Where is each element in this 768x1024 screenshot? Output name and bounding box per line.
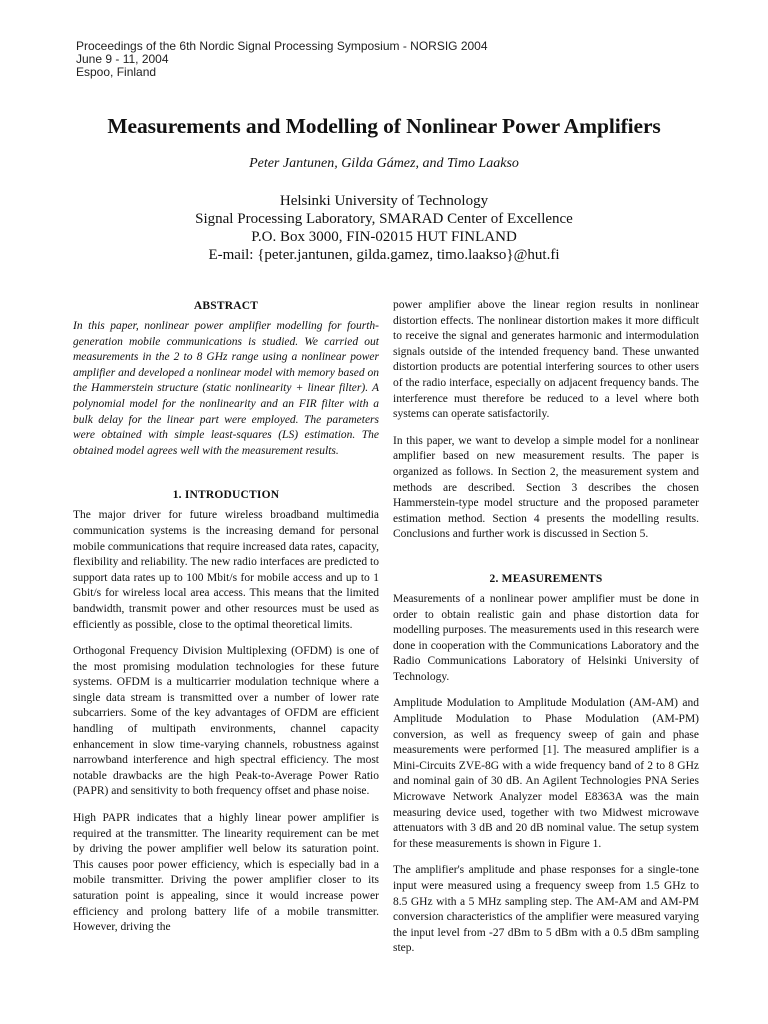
- intro-paragraph: Orthogonal Frequency Division Multiplexing (OFDM) is one of the most promising modulation technologies for these future systems. OFDM is a multicarrier modulation technique where a single data stream is transmitted over a number of lower rate subcarriers. Some of the key advantages of OFDM are efficient handling of multipath environments, channel capacity enhancement in slow time-varying channels, robustness against narrowband interference and high spectral efficiency. The most notable drawbacks are the high Peak-to-Average Power Ratio (PAPR) and sensitivity to both frequency offset and phase noise.: [73, 645, 379, 798]
- abstract-heading: ABSTRACT: [193, 300, 259, 312]
- proceedings-header: [76, 40, 488, 79]
- header-line-2: June 9 - 11, 2004: [76, 52, 169, 66]
- measurements-paragraph: Amplitude Modulation to Amplitude Modulation (AM-AM) and Amplitude Modulation to Phase Modulation (AM-PM) conversion, as well as frequency sweep of gain and phase measurements were performed [1]. The measured amplifier is a Mini-Circuits ZVE-8G with a wide frequency band of 2 to 8 GHz and nominal gain of 30 dB. An Agilent Technologies PNA Series Microwave Network Analyzer model E8363A was the main measuring device used, together with two Midwest microwave attenuators with 3 dB and 20 dB nominal value. The setup system for these measurements is shown in Figure 1.: [393, 697, 699, 850]
- header-line-1: Proceedings of the 6th Nordic Signal Processing Symposium - NORSIG 2004: [76, 39, 488, 53]
- intro-continuation-paragraph: power amplifier above the linear region results in nonlinear distortion effects. The nonlinear distortion makes it more difficult to receive the signal and generates harmonic and intermodulation signals outside of the intended frequency band. These unwanted distortion products are potential interfering sources to other users of the radio interface, especially on adjacent frequency bands. The interference must therefore be reduced to a level where both systems can operate satisfactorily.: [393, 299, 699, 421]
- affiliation-address: P.O. Box 3000, FIN-02015 HUT FINLAND: [251, 229, 517, 245]
- intro-paragraph: High PAPR indicates that a highly linear power amplifier is required at the transmitter. The linearity requirement can be met by driving the power amplifier well below its saturation point. This causes poor power efficiency, which is especially bad in a mobile transmitter. Driving the power amplifier closer to its saturation point is appealing, since it would increase power efficiency and prolong battery life of a mobile transmitter. However, driving the: [73, 812, 379, 934]
- introduction-heading: 1. INTRODUCTION: [172, 489, 280, 502]
- affiliation-university: Helsinki University of Technology: [279, 193, 489, 209]
- intro-paragraph: The major driver for future wireless broadband multimedia communication systems is the increasing demand for personal mobile communications that require increased data rates, capacity, flexibility and reliability. The new radio interfaces are predicted to support data rates up to 100 Mbit/s for mobile access and up to 1 Gbit/s for wireless local area access. This means that the limited bandwidth, transmit power and other resources must be used as efficiently as possible, close to the optimal theoretical limits.: [73, 509, 379, 631]
- paper-title: Measurements and Modelling of Nonlinear Power Amplifiers: [107, 114, 661, 138]
- affiliation-lab: Signal Processing Laboratory, SMARAD Center of Excellence: [195, 211, 573, 227]
- paper-authors: Peter Jantunen, Gilda Gámez, and Timo Laakso: [249, 156, 519, 171]
- header-line-3: Espoo, Finland: [76, 65, 157, 79]
- measurements-paragraph: Measurements of a nonlinear power amplifier must be done in order to obtain realistic gain and phase distortion data for modelling purposes. The measurements used in this research were done in cooperation with the Communications Laboratory and the Radio Communications Laboratory of Helsinki University of Technology.: [393, 592, 699, 683]
- intro-continuation-paragraph: In this paper, we want to develop a simple model for a nonlinear amplifier based on new measurement results. The paper is organized as follows. In Section 2, the measurement system and methods are described. Section 3 describes the chosen Hammerstein-type model structure and the proposed parameter estimation method. Section 4 presents the modelling results. Conclusions and further work is discussed in Section 5.: [393, 434, 699, 541]
- measurements-paragraph: The amplifier's amplitude and phase responses for a single-tone input were measured using a frequency sweep from 1.5 GHz to 8.5 GHz with a 5 MHz sampling step. The AM-AM and AM-PM conversion characteristics of the amplifier were measured varying the input level from -27 dBm to 5 dBm with a 0.5 dBm sampling step.: [393, 864, 699, 955]
- affiliation-block: [0, 192, 768, 264]
- right-column: [393, 298, 699, 957]
- abstract-text: In this paper, nonlinear power amplifier modelling for fourth-generation mobile communications is studied. We carried out measurements in the 2 to 8 GHz range using a nonlinear power amplifier and developed a nonlinear model with memory based on the Hammerstein structure (static nonlinearity + linear filter). A polynomial model for the nonlinearity and an FIR filter with a bulk delay for the linear part were employed. The parameters were obtained with simple least-squares (LS) estimation. The obtained model agrees well with the measurement results.: [73, 320, 379, 457]
- left-column: [73, 298, 379, 936]
- measurements-heading: 2. MEASUREMENTS: [489, 572, 603, 585]
- affiliation-email: E-mail: {peter.jantunen, gilda.gamez, timo.laakso}@hut.fi: [208, 247, 560, 263]
